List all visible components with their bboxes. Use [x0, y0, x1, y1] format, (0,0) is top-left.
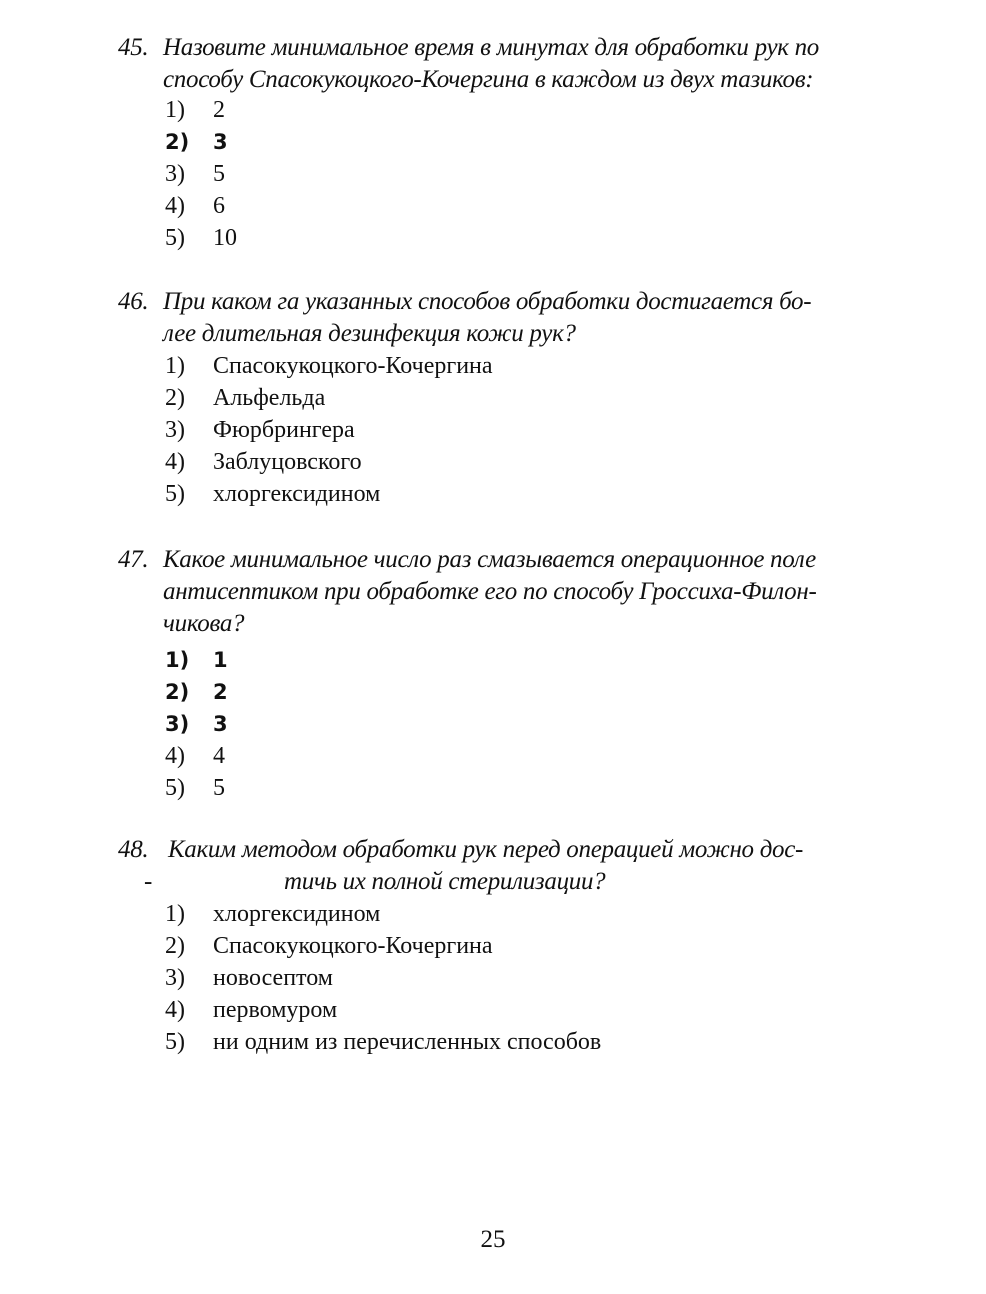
option-number: 4) — [165, 743, 185, 769]
option-number: 5) — [165, 225, 185, 251]
question-number: 46. — [118, 288, 149, 315]
option-number: 5) — [165, 1029, 185, 1055]
option-number: 2) — [165, 933, 185, 959]
question-47 — [118, 544, 878, 640]
option-text: 10 — [213, 225, 237, 251]
option-text: Альфельда — [213, 385, 326, 411]
option-text: 5 — [213, 775, 225, 801]
question-text: способу Спасокукоцкого-Кочергина в каждом из двух тазиков: — [163, 66, 814, 93]
option-number: 5) — [165, 775, 185, 801]
question-line — [118, 286, 878, 318]
question-line — [118, 318, 878, 350]
question-text: лее длительная дезинфекция кожи рук? — [163, 320, 576, 347]
option-text: 2 — [213, 97, 225, 123]
question-line — [118, 32, 878, 64]
question-line — [118, 64, 878, 96]
question-text: Назовите минимальное время в минутах для обработки рук по — [163, 34, 819, 61]
option-number: 3) — [165, 712, 190, 736]
option-number: 1) — [165, 901, 185, 927]
option-number: 1) — [165, 648, 190, 672]
option-text: Спасокукоцкого-Кочергина — [213, 933, 493, 959]
option-text: хлоргексидином — [213, 481, 381, 507]
option-text: 3 — [213, 712, 228, 736]
question-text: При каком га указанных способов обработки достигается бо- — [163, 288, 812, 315]
option-text: хлоргексидином — [213, 901, 381, 927]
option-text: 1 — [213, 648, 228, 672]
option-number: 4) — [165, 193, 185, 219]
option-text: Спасокукоцкого-Кочергина — [213, 353, 493, 379]
option-number: 2) — [165, 130, 190, 154]
question-number: 47. — [118, 546, 149, 573]
option-text: Фюрбрингера — [213, 417, 355, 443]
page-number: 25 — [480, 1226, 506, 1253]
option-number: 1) — [165, 97, 185, 123]
option-text: новосептом — [213, 965, 333, 991]
question-line — [118, 608, 878, 640]
option-text: первомуром — [213, 997, 338, 1023]
question-line — [118, 866, 878, 898]
option-number: 5) — [165, 481, 185, 507]
option-number: 3) — [165, 417, 185, 443]
question-text: Каким методом обработки рук перед операцией можно дос- — [168, 836, 804, 863]
question-line — [118, 834, 878, 866]
option-number: 3) — [165, 161, 185, 187]
option-text: 5 — [213, 161, 225, 187]
option-number: 3) — [165, 965, 185, 991]
question-text: чикова? — [163, 610, 245, 637]
option-text: 4 — [213, 743, 225, 769]
option-number: 4) — [165, 449, 185, 475]
question-text: тичь их полной стерилизации? — [284, 868, 606, 895]
question-line — [118, 576, 878, 608]
question-46 — [118, 286, 878, 350]
question-45 — [118, 32, 878, 96]
question-text: антисептиком при обработке его по способу Гроссиха-Филон- — [163, 578, 817, 605]
stray-dash: - — [144, 868, 153, 895]
option-text: 3 — [213, 130, 228, 154]
option-text: 2 — [213, 680, 228, 704]
question-text: Какое минимальное число раз смазывается операционное поле — [163, 546, 816, 573]
option-text: Заблуцовского — [213, 449, 362, 475]
question-number: 45. — [118, 34, 149, 61]
option-number: 2) — [165, 680, 190, 704]
option-text: 6 — [213, 193, 225, 219]
question-number: 48. — [118, 836, 149, 863]
option-number: 1) — [165, 353, 185, 379]
option-text: ни одним из перечисленных способов — [213, 1029, 602, 1055]
option-number: 4) — [165, 997, 185, 1023]
question-line — [118, 544, 878, 576]
question-48 — [118, 834, 878, 898]
option-number: 2) — [165, 385, 185, 411]
